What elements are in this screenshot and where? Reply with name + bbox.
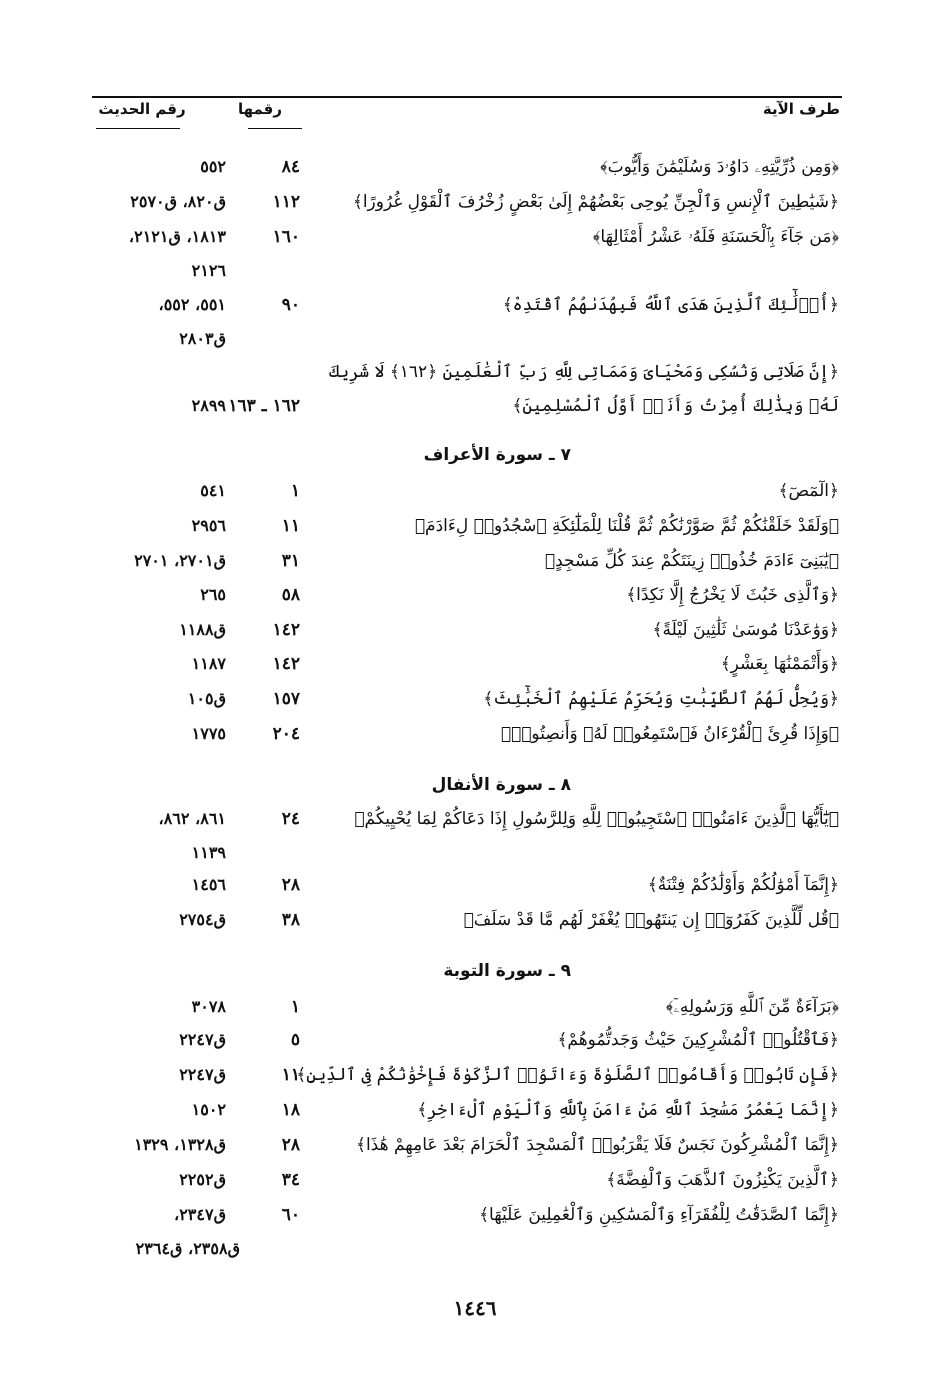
verse-number: ١٤٢ bbox=[272, 620, 300, 640]
verse-text: ﴿إِنَّمَا يَعْمُرُ مَسَٰجِدَ ٱللَّهِ مَنْ ءَامَنَ بِٱللَّهِ وَٱلْيَوْمِ ٱلْءَاخِرِ﴾ bbox=[417, 1100, 839, 1120]
verse-number: ٣٤ bbox=[281, 1170, 300, 1190]
verse-text: ﴿إِنَّمَآ أَمْوَٰلُكُمْ وَأَوْلَٰدُكُمْ فِتْنَةٌ﴾ bbox=[647, 875, 839, 895]
hadith-number: ق٢٢٤٧ bbox=[179, 1030, 226, 1049]
hadith-number: ق١٣٢٨، ١٣٢٩ bbox=[134, 1135, 226, 1154]
hadith-number: ١١٨٧ bbox=[191, 654, 226, 673]
verse-number: ٢٨ bbox=[281, 875, 300, 895]
top-rule bbox=[92, 96, 842, 98]
verse-text: ﴿فَإِن تَابُوا۟ وَأَقَامُوا۟ ٱلصَّلَوٰةَ وَءَاتَوُا۟ ٱلزَّكَوٰةَ فَإِخْوَٰنُكُمْ فِى ٱلدِّينِ﴾ bbox=[296, 1065, 839, 1085]
surah-heading: ٩ ـ سورة التوبة bbox=[443, 961, 571, 981]
verse-text: ﴿الٓمٓصٓ﴾ bbox=[778, 481, 839, 501]
hadith-number: ٥٥١، ٥٥٢، bbox=[158, 295, 226, 314]
hadith-number: ق٢٣٥٨، ق٢٣٦٤ bbox=[135, 1239, 240, 1258]
verse-number: ٣٨ bbox=[281, 910, 300, 930]
header-number-underline bbox=[248, 128, 302, 129]
hadith-number: ٣٠٧٨ bbox=[191, 997, 226, 1016]
verse-number: ٦٠ bbox=[281, 1205, 300, 1225]
verse-number: ٨٤ bbox=[281, 157, 300, 177]
hadith-number: ق٢٢٥٢ bbox=[179, 1170, 226, 1189]
verse-text: ﴿شَيَٰطِينَ ٱلْإِنسِ وَٱلْجِنِّ يُوحِى بَعْضُهُمْ إِلَىٰ بَعْضٍ زُخْرُفَ ٱلْقَوْلِ غُرُورًا﴾ bbox=[352, 192, 839, 212]
verse-number: ٥ bbox=[290, 1030, 300, 1050]
hadith-number: ٥٥٢ bbox=[200, 157, 226, 176]
verse-text: ﴿يَٰبَنِىٓ ءَادَمَ خُذُوا۟ زِينَتَكُمْ عِندَ كُلِّ مَسْجِدٍ﴾ bbox=[544, 551, 839, 571]
verse-text: ﴿يَٰٓأَيُّهَا ٱلَّذِينَ ءَامَنُوا۟ ٱسْتَجِيبُوا۟ لِلَّهِ وَلِلرَّسُولِ إِذَا دَعَاكُمْ لِمَا يُحْيِيكُمْ﴾ bbox=[354, 809, 839, 829]
hadith-number: ق٢٨٠٣ bbox=[179, 329, 226, 348]
hadith-number: ق٢٢٤٧ bbox=[179, 1065, 226, 1084]
verse-text: ﴿وَيُحِلُّ لَهُمُ ٱلطَّيِّبَٰتِ وَيُحَرِّمُ عَلَيْهِمُ ٱلْخَبَٰٓئِثَ﴾ bbox=[483, 689, 839, 709]
hadith-number: ٢٦٥ bbox=[200, 585, 226, 604]
header-hadith-column: رقم الحديث bbox=[98, 100, 186, 118]
verse-number: ١٥٧ bbox=[272, 689, 300, 709]
hadith-number: ٢٨٩٩ bbox=[191, 396, 226, 415]
hadith-number: ١٨١٣، ق٢١٢١، bbox=[128, 227, 226, 246]
hadith-number: ٨٦١، ٨٦٢، bbox=[158, 809, 226, 828]
hadith-number: ٥٤١ bbox=[200, 481, 226, 500]
hadith-number: ١٥٠٢ bbox=[191, 1100, 226, 1119]
verse-number: ٩٠ bbox=[281, 295, 300, 315]
verse-number: ٢٠٤ bbox=[272, 724, 300, 744]
verse-text: ﴿بَرَآءَةٌ مِّنَ ٱللَّهِ وَرَسُولِهِۦٓ﴾ bbox=[665, 997, 839, 1017]
verse-number: ١ bbox=[290, 481, 300, 501]
verse-text: ﴿ٱلَّذِينَ يَكْنِزُونَ ٱلذَّهَبَ وَٱلْفِضَّةَ﴾ bbox=[606, 1170, 839, 1190]
verse-text: ﴿أُو۟لَٰٓئِكَ ٱلَّذِينَ هَدَى ٱللَّهُ فَبِهُدَىٰهُمُ ٱقْتَدِهْ﴾ bbox=[502, 295, 839, 315]
hadith-number: ١٧٧٥ bbox=[191, 724, 226, 743]
verse-number: ١٦٠ bbox=[272, 227, 300, 247]
verse-text: ﴿مَن جَآءَ بِٱلْحَسَنَةِ فَلَهُۥ عَشْرُ أَمْثَالِهَا﴾ bbox=[592, 227, 839, 247]
verse-number: ١١ bbox=[281, 1065, 300, 1085]
verse-number: ١٦٢ ـ ١٦٣ bbox=[228, 396, 300, 416]
hadith-number: ٢٩٥٦ bbox=[191, 516, 226, 535]
verse-text: ﴿وَأَتْمَمْنَٰهَا بِعَشْرٍ﴾ bbox=[720, 654, 839, 674]
verse-number: ١٨ bbox=[281, 1100, 300, 1120]
verse-text: ﴿وَمِن ذُرِّيَّتِهِۦ دَاوُۥدَ وَسُلَيْمَٰنَ وَأَيُّوبَ﴾ bbox=[600, 157, 839, 177]
header-verse-column: طرف الآية bbox=[762, 100, 840, 118]
hadith-number: ق٨٢٠، ق٢٥٧٠ bbox=[130, 192, 226, 211]
hadith-number: ق١٠٥ bbox=[187, 689, 226, 708]
verse-number: ١١ bbox=[281, 516, 300, 536]
hadith-number: ٢١٢٦ bbox=[191, 261, 226, 280]
verse-number: ١١٢ bbox=[272, 192, 300, 212]
verse-number: ٢٤ bbox=[281, 809, 300, 829]
hadith-number: ق١١٨٨ bbox=[179, 620, 226, 639]
verse-text: ﴿وَإِذَا قُرِئَ ٱلْقُرْءَانُ فَٱسْتَمِعُوا۟ لَهُۥ وَأَنصِتُوا۟﴾ bbox=[500, 724, 839, 744]
verse-text: ﴿إِنَّ صَلَاتِى وَنُسُكِى وَمَحْيَاىَ وَمَمَاتِى لِلَّهِ رَبِّ ٱلْعَٰلَمِينَ ﴿١٦٢﴾ لَا شَرِيكَ لَهُۥ وَبِذَٰلِكَ أُمِرْتُ وَأَنَا۠ أَوَّلُ ٱلْمُسْلِمِينَ﴾ bbox=[329, 362, 839, 416]
verse-number: ٥٨ bbox=[281, 585, 300, 605]
verse-text: ﴿إِنَّمَا ٱلصَّدَقَٰتُ لِلْفُقَرَآءِ وَٱلْمَسَٰكِينِ وَٱلْعَٰمِلِينَ عَلَيْهَا﴾ bbox=[479, 1205, 839, 1225]
verse-number: ١٤٢ bbox=[272, 654, 300, 674]
surah-heading: ٧ ـ سورة الأعراف bbox=[423, 445, 571, 465]
hadith-number: ق٢٧٠١، ٢٧٠١ bbox=[134, 551, 226, 570]
verse-text: ﴿قُل لِّلَّذِينَ كَفَرُوٓا۟ إِن يَنتَهُوا۟ يُغْفَرْ لَهُم مَّا قَدْ سَلَفَ﴾ bbox=[463, 910, 839, 930]
verse-number: ١ bbox=[290, 997, 300, 1017]
hadith-number: ق٢٧٥٤ bbox=[179, 910, 226, 929]
header-hadith-underline bbox=[96, 128, 180, 129]
page-number: ١٤٤٦ bbox=[453, 1296, 497, 1320]
verse-text: ﴿إِنَّمَا ٱلْمُشْرِكُونَ نَجَسٌ فَلَا يَقْرَبُوا۟ ٱلْمَسْجِدَ ٱلْحَرَامَ بَعْدَ عَامِهِمْ هَٰذَا﴾ bbox=[356, 1135, 839, 1155]
hadith-number: ق٢٣٤٧، bbox=[174, 1205, 226, 1224]
hadith-number: ١٤٥٦ bbox=[191, 875, 226, 894]
surah-heading: ٨ ـ سورة الأنفال bbox=[431, 775, 571, 795]
verse-text: ﴿وَلَقَدْ خَلَقْنَٰكُمْ ثُمَّ صَوَّرْنَٰكُمْ ثُمَّ قُلْنَا لِلْمَلَٰٓئِكَةِ ٱسْجُدُوا۟ لِءَادَمَ﴾ bbox=[414, 516, 839, 536]
verse-number: ٢٨ bbox=[281, 1135, 300, 1155]
verse-number: ٣١ bbox=[281, 551, 300, 571]
verse-text: ﴿وَٱلَّذِى خَبُثَ لَا يَخْرُجُ إِلَّا نَكِدًا﴾ bbox=[626, 585, 839, 605]
header-number-column: رقمها bbox=[237, 100, 283, 118]
verse-text: ﴿وَوَٰعَدْنَا مُوسَىٰ ثَلَٰثِينَ لَيْلَةً﴾ bbox=[652, 620, 839, 640]
hadith-number: ١١٣٩ bbox=[191, 843, 226, 862]
verse-text: ﴿فَٱقْتُلُوا۟ ٱلْمُشْرِكِينَ حَيْثُ وَجَدتُّمُوهُمْ﴾ bbox=[557, 1030, 839, 1050]
